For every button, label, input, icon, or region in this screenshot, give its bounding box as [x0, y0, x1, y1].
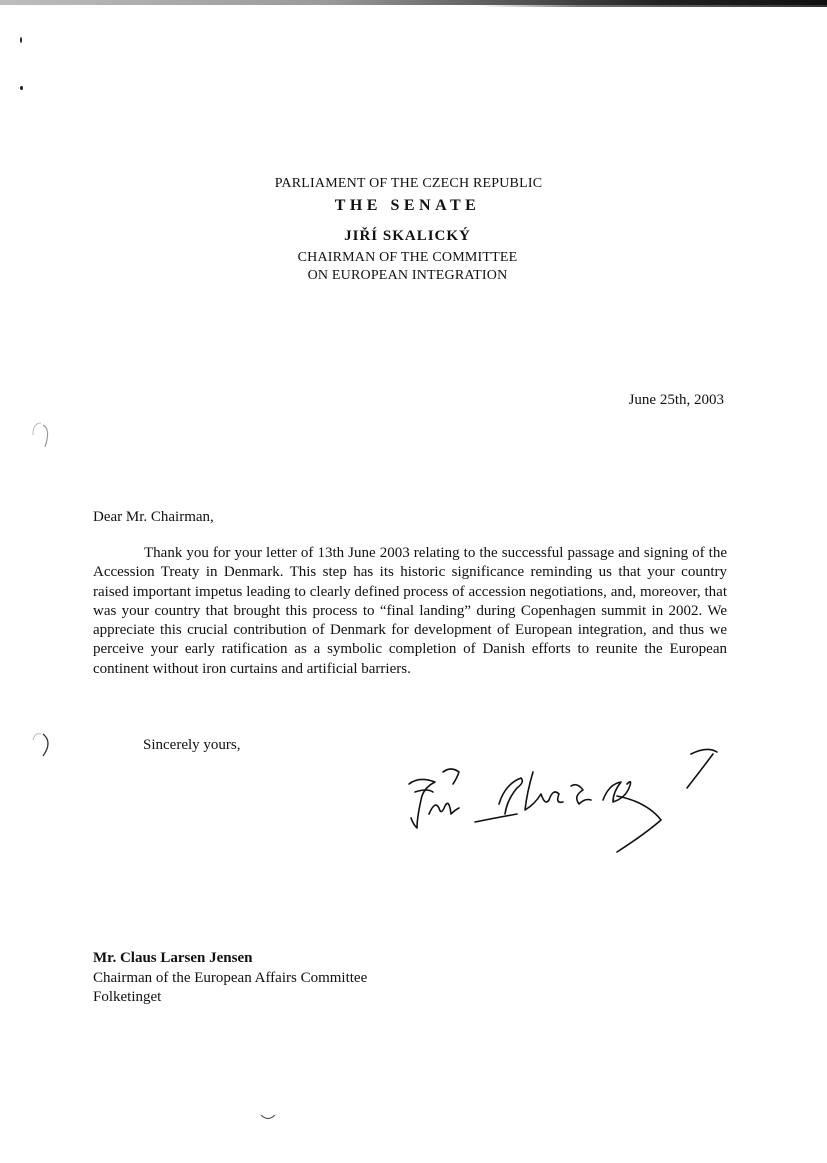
closing: Sincerely yours,: [143, 737, 241, 753]
recipient-name: Mr. Claus Larsen Jensen: [93, 950, 253, 966]
recipient-block: [93, 949, 367, 1008]
recipient-title: Chairman of the European Affairs Committee: [93, 969, 368, 986]
letter-body: Thank you for your letter of 13th June 2003 relating to the successful passage and signing of the Accession Treaty in Denmark. This step has its historic significance reminding us that your country raised important impetus leading to clearly defined process of accession negotiations, and, moreover, that was your country that brought this process to “final landing” during Copenhagen summit in 2002. We appreciate this crucial contribution of Denmark for development of European integration, and thus we perceive your early ratification as a symbolic completion of Danish efforts to reunite the European continent without iron curtains and artificial barriers.: [93, 545, 727, 677]
scan-speck: [20, 37, 22, 43]
letterhead-chairman-name: JIŘÍ SKALICKÝ: [344, 228, 471, 244]
punch-hole-mark: [25, 415, 55, 455]
scan-speck: [20, 86, 23, 90]
handwritten-signature: [395, 748, 735, 858]
letter-date: June 25th, 2003: [628, 392, 724, 408]
recipient-organization: Folketinget: [93, 989, 162, 1005]
letterhead-title-line1: CHAIRMAN OF THE COMMITTEE: [297, 250, 518, 265]
punch-hole-mark: [25, 726, 55, 766]
scan-edge-shadow: [0, 5, 827, 7]
letterhead-title-line2: ON EUROPEAN INTEGRATION: [307, 268, 508, 283]
letterhead-parliament: PARLIAMENT OF THE CZECH REPUBLIC: [274, 176, 543, 191]
scan-speck: [258, 1110, 278, 1124]
salutation: Dear Mr. Chairman,: [93, 509, 214, 525]
letterhead-senate: THE SENATE: [334, 197, 481, 214]
